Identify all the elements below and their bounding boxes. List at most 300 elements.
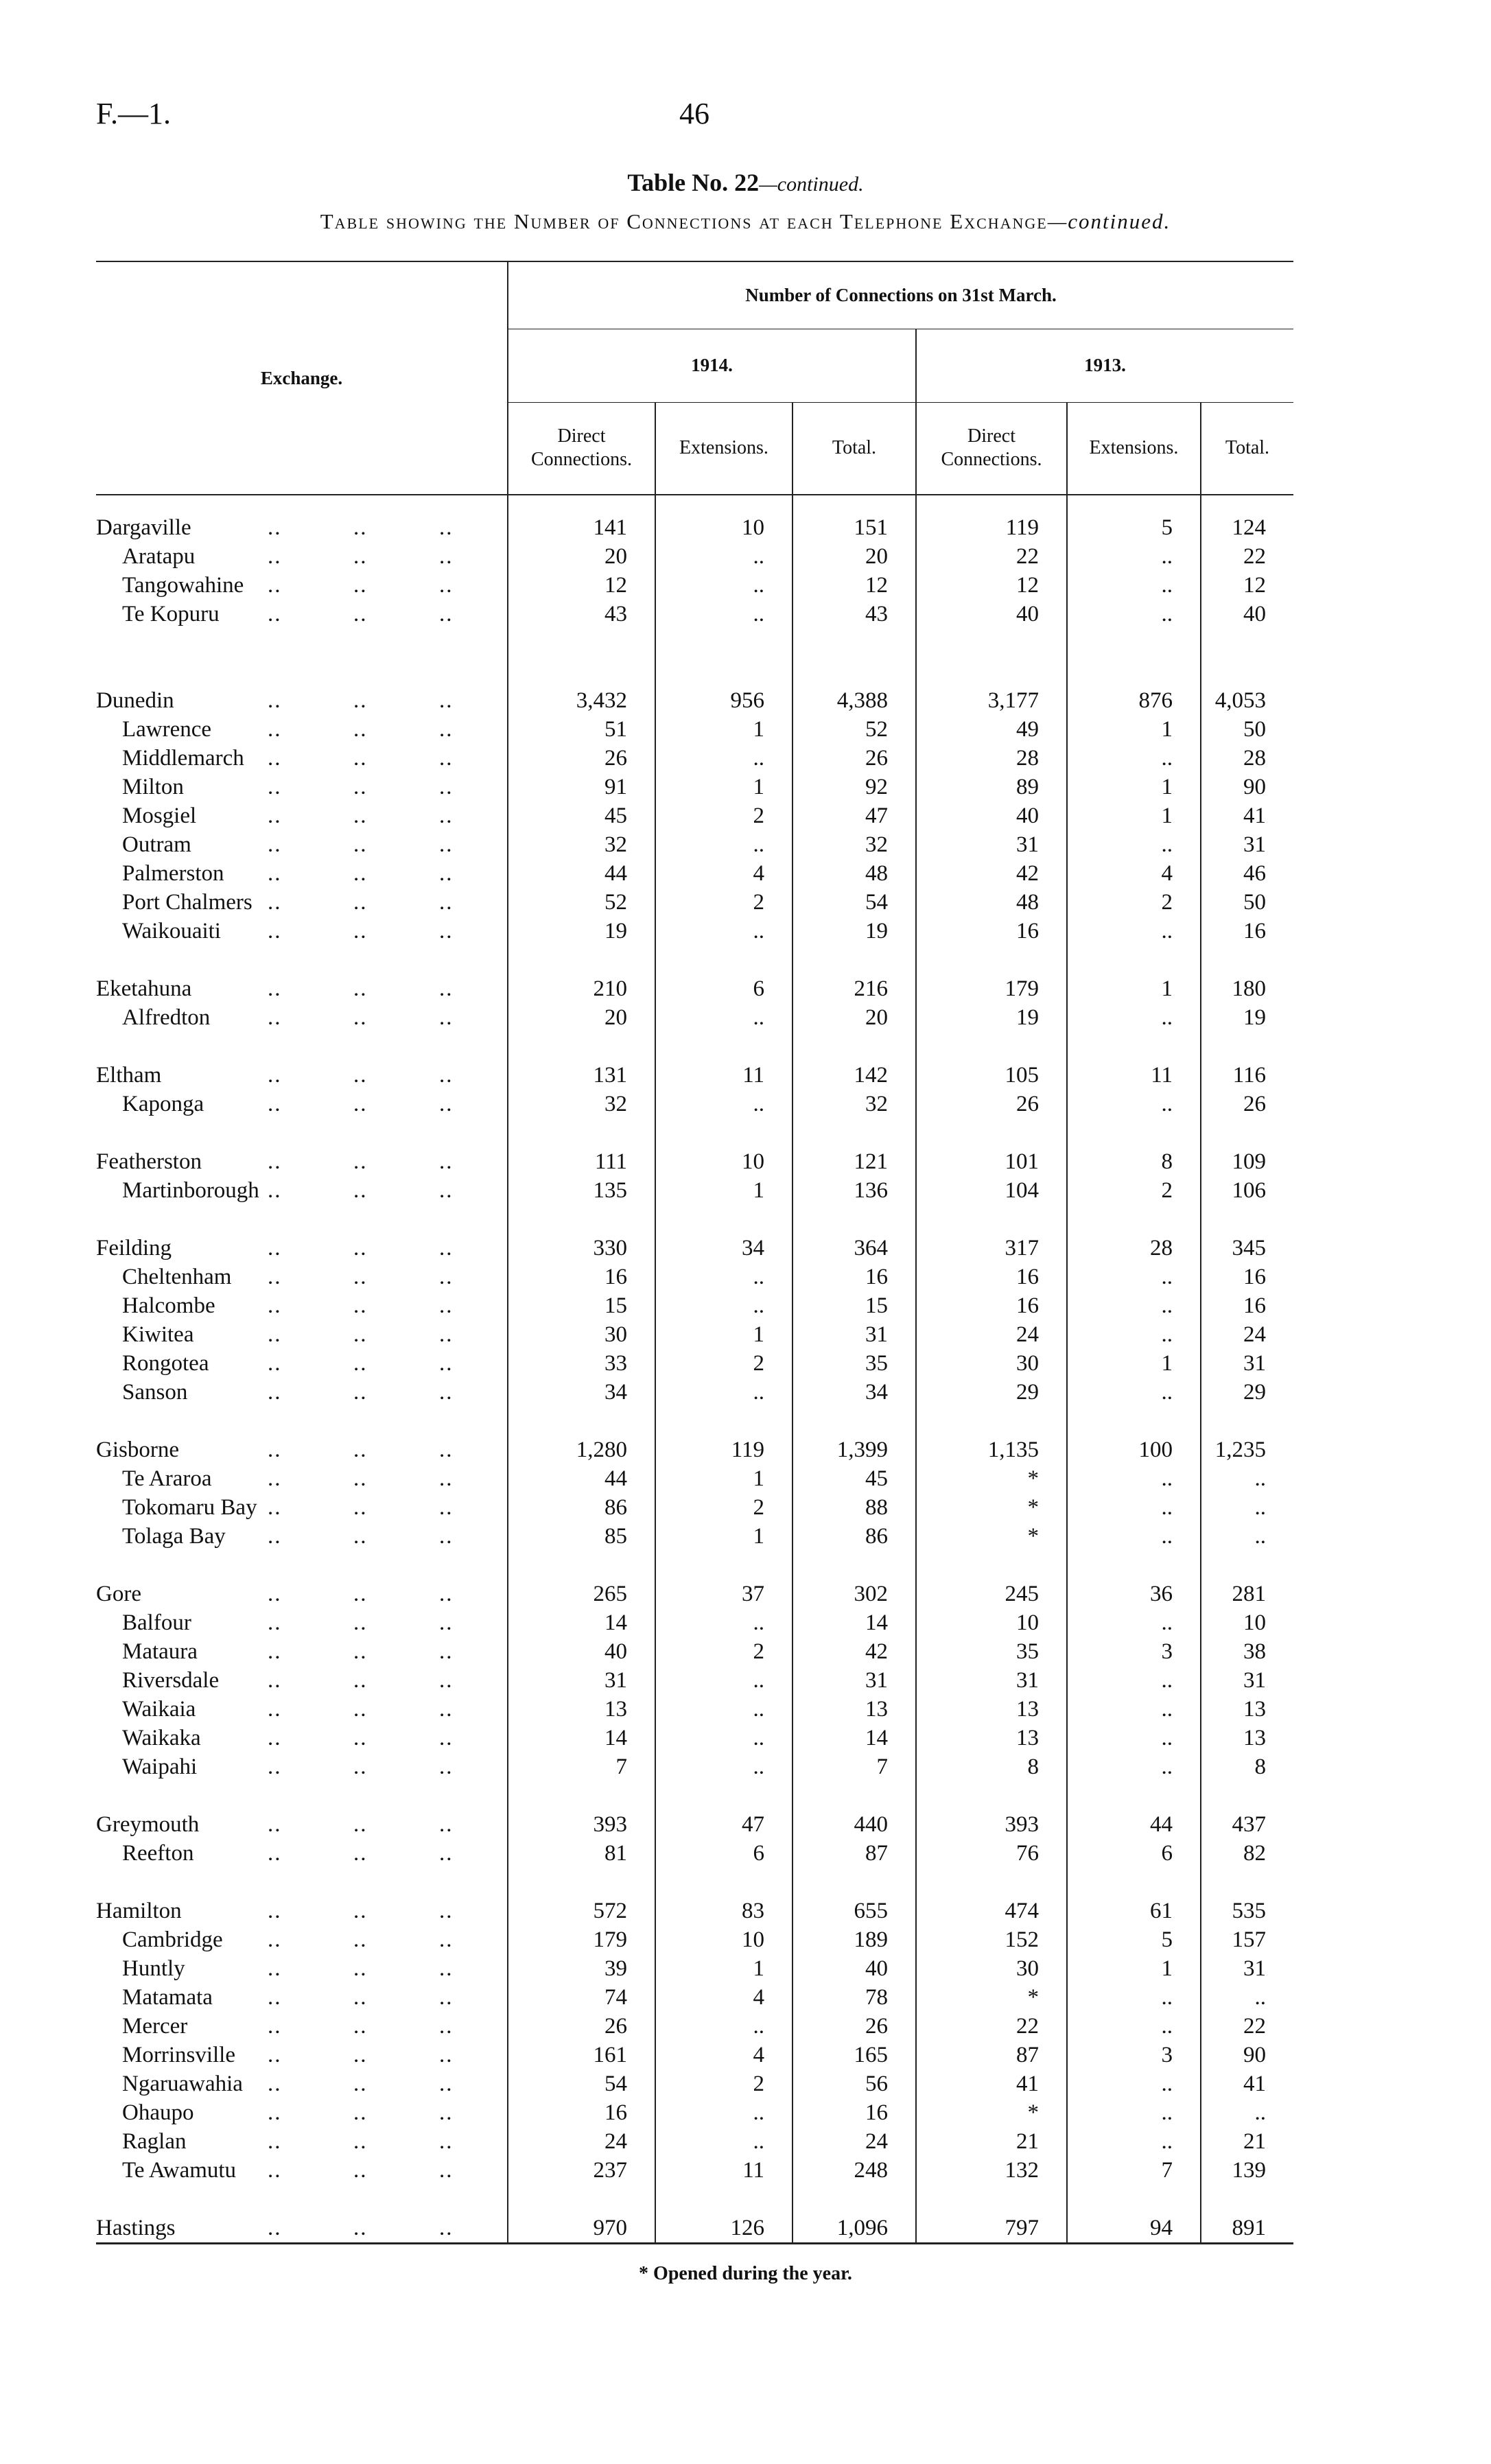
total-1913-cell: 31 bbox=[1201, 830, 1293, 859]
spacer-row bbox=[96, 2185, 1293, 2214]
leader-dots: .. bbox=[268, 1351, 282, 1376]
exchange-name-cell bbox=[96, 1493, 508, 1522]
exchange-name: Outram bbox=[122, 832, 191, 857]
direct-1914-cell: 13 bbox=[508, 1695, 655, 1724]
exchange-name-cell bbox=[96, 1234, 508, 1263]
spacer-cell bbox=[916, 1868, 1067, 1897]
total-1913-cell: 13 bbox=[1201, 1724, 1293, 1752]
extensions-1914-cell: 4 bbox=[655, 859, 793, 888]
direct-1913-cell: 16 bbox=[916, 1263, 1067, 1291]
exchange-name-cell bbox=[96, 917, 508, 946]
leader-dots: .. bbox=[268, 1380, 282, 1405]
leader-dots: .. bbox=[439, 1178, 454, 1203]
extensions-1913-cell: 4 bbox=[1067, 859, 1201, 888]
exchange-name: Port Chalmers bbox=[122, 890, 253, 915]
exchange-name: Martinborough bbox=[122, 1178, 259, 1203]
exchange-name: Ngaruawahia bbox=[122, 2072, 243, 2096]
spacer-cell bbox=[655, 1781, 793, 1810]
exchange-name-cell bbox=[96, 715, 508, 744]
total-1914-cell: 15 bbox=[793, 1291, 916, 1320]
exchange-name: Raglan bbox=[122, 2129, 187, 2154]
extensions-1914-cell: 6 bbox=[655, 974, 793, 1003]
leader-dots: .. bbox=[268, 2216, 282, 2240]
extensions-1914-cell: .. bbox=[655, 2012, 793, 2041]
spacer-cell bbox=[793, 1205, 916, 1234]
total-1913-cell: 345 bbox=[1201, 1234, 1293, 1263]
total-1913-cell: 124 bbox=[1201, 513, 1293, 542]
exchange-name: Ohaupo bbox=[122, 2100, 194, 2125]
spacer-cell bbox=[1067, 1205, 1201, 1234]
total-1913-header: Total. bbox=[1201, 402, 1293, 495]
direct-1914-cell: 1,280 bbox=[508, 1435, 655, 1464]
leader-dots: .. bbox=[268, 803, 282, 828]
extensions-1913-header: Extensions. bbox=[1067, 402, 1201, 495]
exchange-name-cell bbox=[96, 974, 508, 1003]
exchange-name-cell bbox=[96, 1061, 508, 1090]
exchange-name-cell bbox=[96, 2069, 508, 2098]
sub-exchange-row bbox=[96, 801, 1293, 830]
exchange-name: Middlemarch bbox=[122, 746, 244, 771]
spacer-cell bbox=[508, 495, 655, 513]
table-subtitle-main: Table showing the Number of Connections at each Telephone Exchange bbox=[320, 209, 1048, 233]
sub-exchange-row bbox=[96, 1724, 1293, 1752]
leader-dots: .. bbox=[353, 1380, 368, 1405]
spacer-cell bbox=[1201, 629, 1293, 657]
exchange-name: Feilding bbox=[96, 1236, 172, 1260]
spacer-cell bbox=[655, 1118, 793, 1147]
extensions-1914-cell: .. bbox=[655, 571, 793, 600]
direct-1913-cell: 35 bbox=[916, 1637, 1067, 1666]
leader-dots: .. bbox=[439, 1899, 454, 1923]
direct-1913-cell: 152 bbox=[916, 1925, 1067, 1954]
sub-exchange-row bbox=[96, 1695, 1293, 1724]
connections-group-header: Number of Connections on 31st March. bbox=[508, 261, 1293, 329]
leader-dots: .. bbox=[439, 890, 454, 915]
total-1913-cell: 535 bbox=[1201, 1897, 1293, 1925]
total-1913-cell: 90 bbox=[1201, 773, 1293, 801]
direct-1913-cell: 104 bbox=[916, 1176, 1067, 1205]
total-1913-cell: 180 bbox=[1201, 974, 1293, 1003]
direct-1914-cell: 74 bbox=[508, 1983, 655, 2012]
total-1914-cell: 121 bbox=[793, 1147, 916, 1176]
spacer-cell bbox=[508, 946, 655, 974]
leader-dots: .. bbox=[268, 1639, 282, 1664]
direct-1914-cell: 39 bbox=[508, 1954, 655, 1983]
extensions-1913-cell: 28 bbox=[1067, 1234, 1201, 1263]
direct-1913-cell: 393 bbox=[916, 1810, 1067, 1839]
extensions-1914-cell: .. bbox=[655, 1695, 793, 1724]
exchange-name: Mercer bbox=[122, 2014, 188, 2039]
exchange-name-cell bbox=[96, 1724, 508, 1752]
spacer-cell bbox=[655, 1032, 793, 1061]
spacer-cell bbox=[1067, 629, 1201, 657]
spacer-cell bbox=[96, 1205, 508, 1234]
spacer-cell bbox=[793, 1868, 916, 1897]
sub-exchange-row bbox=[96, 1493, 1293, 1522]
sub-exchange-row bbox=[96, 859, 1293, 888]
direct-1913-cell: 49 bbox=[916, 715, 1067, 744]
sub-exchange-row bbox=[96, 1464, 1293, 1493]
direct-1914-cell: 31 bbox=[508, 1666, 655, 1695]
direct-1914-cell: 16 bbox=[508, 2098, 655, 2127]
leader-dots: .. bbox=[268, 1610, 282, 1635]
direct-1914-cell: 3,432 bbox=[508, 686, 655, 715]
direct-1913-cell: 16 bbox=[916, 917, 1067, 946]
leader-dots: .. bbox=[353, 1582, 368, 1606]
exchange-name-cell bbox=[96, 1320, 508, 1349]
extensions-1913-cell: 94 bbox=[1067, 2214, 1201, 2244]
leader-dots: .. bbox=[353, 775, 368, 799]
extensions-1913-cell: 1 bbox=[1067, 974, 1201, 1003]
exchange-name-cell bbox=[96, 1522, 508, 1551]
sub-exchange-row bbox=[96, 542, 1293, 571]
direct-1914-cell: 7 bbox=[508, 1752, 655, 1781]
direct-1913-cell: 76 bbox=[916, 1839, 1067, 1868]
leader-dots: .. bbox=[353, 1178, 368, 1203]
total-1913-cell: 24 bbox=[1201, 1320, 1293, 1349]
total-1914-cell: 87 bbox=[793, 1839, 916, 1868]
extensions-1913-cell: .. bbox=[1067, 1724, 1201, 1752]
direct-1914-cell: 135 bbox=[508, 1176, 655, 1205]
extensions-1913-cell: .. bbox=[1067, 917, 1201, 946]
leader-dots: .. bbox=[353, 2158, 368, 2183]
leader-dots: .. bbox=[268, 2158, 282, 2183]
exchange-name: Dunedin bbox=[96, 688, 174, 713]
exchange-row bbox=[96, 974, 1293, 1003]
exchange-name: Tangowahine bbox=[122, 573, 244, 598]
extensions-1914-cell: 1 bbox=[655, 1176, 793, 1205]
spacer-cell bbox=[1067, 1551, 1201, 1580]
leader-dots: .. bbox=[439, 1985, 454, 2010]
leader-dots: .. bbox=[353, 1755, 368, 1779]
extensions-1914-cell: .. bbox=[655, 1003, 793, 1032]
leader-dots: .. bbox=[268, 1697, 282, 1722]
total-1914-cell: 78 bbox=[793, 1983, 916, 2012]
total-1914-cell: 248 bbox=[793, 2156, 916, 2185]
extensions-1913-cell: 6 bbox=[1067, 1839, 1201, 1868]
total-1914-cell: 4,388 bbox=[793, 686, 916, 715]
spacer-cell bbox=[793, 1032, 916, 1061]
direct-1913-cell: 179 bbox=[916, 974, 1067, 1003]
extensions-1914-cell: 11 bbox=[655, 2156, 793, 2185]
total-1913-cell: 26 bbox=[1201, 1090, 1293, 1118]
exchange-name-cell bbox=[96, 1608, 508, 1637]
extensions-1914-cell: .. bbox=[655, 1291, 793, 1320]
direct-1914-cell: 24 bbox=[508, 2127, 655, 2156]
leader-dots: .. bbox=[439, 1322, 454, 1347]
exchange-name-cell bbox=[96, 2098, 508, 2127]
total-1914-cell: 16 bbox=[793, 2098, 916, 2127]
leader-dots: .. bbox=[353, 2043, 368, 2067]
exchange-name: Eltham bbox=[96, 1063, 162, 1088]
spacer-cell bbox=[916, 495, 1067, 513]
leader-dots: .. bbox=[439, 1927, 454, 1952]
sub-exchange-row bbox=[96, 1522, 1293, 1551]
total-1914-cell: 35 bbox=[793, 1349, 916, 1378]
spacer-cell bbox=[96, 1551, 508, 1580]
spacer-cell bbox=[1201, 1407, 1293, 1435]
spacer-cell bbox=[916, 657, 1067, 686]
direct-1913-cell: 89 bbox=[916, 773, 1067, 801]
sub-exchange-row bbox=[96, 744, 1293, 773]
leader-dots: .. bbox=[268, 832, 282, 857]
year-1914-header: 1914. bbox=[508, 329, 916, 402]
leader-dots: .. bbox=[439, 1812, 454, 1837]
sub-exchange-row bbox=[96, 2012, 1293, 2041]
extensions-1913-cell: 2 bbox=[1067, 1176, 1201, 1205]
leader-dots: .. bbox=[353, 1927, 368, 1952]
leader-dots: .. bbox=[268, 1293, 282, 1318]
sub-exchange-row bbox=[96, 1608, 1293, 1637]
leader-dots: .. bbox=[268, 1236, 282, 1260]
exchange-name: Halcombe bbox=[122, 1293, 215, 1318]
exchange-row bbox=[96, 1147, 1293, 1176]
spacer-cell bbox=[1201, 1551, 1293, 1580]
extensions-1913-cell: .. bbox=[1067, 1320, 1201, 1349]
exchange-name-cell bbox=[96, 1983, 508, 2012]
extensions-1913-cell: .. bbox=[1067, 600, 1201, 629]
sub-exchange-row bbox=[96, 917, 1293, 946]
direct-1914-cell: 141 bbox=[508, 513, 655, 542]
exchange-name-cell bbox=[96, 1695, 508, 1724]
exchange-name-cell bbox=[96, 1666, 508, 1695]
leader-dots: .. bbox=[353, 544, 368, 569]
exchange-name: Rongotea bbox=[122, 1351, 209, 1376]
exchange-name-cell bbox=[96, 2012, 508, 2041]
spacer-cell bbox=[1067, 1868, 1201, 1897]
leader-dots: .. bbox=[268, 1726, 282, 1750]
direct-1914-cell: 32 bbox=[508, 830, 655, 859]
sub-exchange-row bbox=[96, 600, 1293, 629]
leader-dots: .. bbox=[439, 1149, 454, 1174]
exchange-name: Mosgiel bbox=[122, 803, 197, 828]
sub-exchange-row bbox=[96, 1666, 1293, 1695]
spacer-cell bbox=[793, 1118, 916, 1147]
exchange-name-cell bbox=[96, 773, 508, 801]
leader-dots: .. bbox=[268, 890, 282, 915]
leader-dots: .. bbox=[353, 1005, 368, 1030]
total-1914-header: Total. bbox=[793, 402, 916, 495]
leader-dots: .. bbox=[439, 1380, 454, 1405]
spacer-row bbox=[96, 1205, 1293, 1234]
extensions-1913-cell: 5 bbox=[1067, 513, 1201, 542]
leader-dots: .. bbox=[268, 1063, 282, 1088]
direct-1914-cell: 265 bbox=[508, 1580, 655, 1608]
spacer-cell bbox=[916, 2185, 1067, 2214]
extensions-1914-cell: 956 bbox=[655, 686, 793, 715]
leader-dots: .. bbox=[353, 1726, 368, 1750]
spacer-cell bbox=[1201, 495, 1293, 513]
exchange-name: Alfredton bbox=[122, 1005, 211, 1030]
leader-dots: .. bbox=[439, 1351, 454, 1376]
extensions-1913-cell: .. bbox=[1067, 1695, 1201, 1724]
exchange-name-cell bbox=[96, 571, 508, 600]
spacer-cell bbox=[916, 1032, 1067, 1061]
table-subtitle bbox=[0, 209, 1491, 234]
spacer-cell bbox=[1067, 657, 1201, 686]
leader-dots: .. bbox=[439, 2014, 454, 2039]
leader-dots: .. bbox=[353, 976, 368, 1001]
direct-1913-cell: 19 bbox=[916, 1003, 1067, 1032]
spacer-cell bbox=[96, 1032, 508, 1061]
total-1914-cell: 151 bbox=[793, 513, 916, 542]
leader-dots: .. bbox=[439, 1841, 454, 1866]
leader-dots: .. bbox=[268, 1668, 282, 1693]
spacer-cell bbox=[916, 946, 1067, 974]
exchange-name-cell bbox=[96, 1839, 508, 1868]
direct-1913-header: Direct Connections. bbox=[916, 402, 1067, 495]
total-1914-cell: 136 bbox=[793, 1176, 916, 1205]
leader-dots: .. bbox=[268, 1092, 282, 1116]
direct-1913-cell: 87 bbox=[916, 2041, 1067, 2069]
spacer-row bbox=[96, 657, 1293, 686]
leader-dots: .. bbox=[353, 832, 368, 857]
spacer-cell bbox=[793, 1407, 916, 1435]
direct-1914-cell: 330 bbox=[508, 1234, 655, 1263]
spacer-cell bbox=[793, 629, 916, 657]
extensions-1913-cell: 5 bbox=[1067, 1925, 1201, 1954]
leader-dots: .. bbox=[268, 1149, 282, 1174]
sub-exchange-row bbox=[96, 888, 1293, 917]
leader-dots: .. bbox=[439, 1956, 454, 1981]
total-1913-cell: 41 bbox=[1201, 2069, 1293, 2098]
leader-dots: .. bbox=[439, 1236, 454, 1260]
direct-1913-cell: 24 bbox=[916, 1320, 1067, 1349]
direct-1914-cell: 16 bbox=[508, 1263, 655, 1291]
direct-1913-cell: * bbox=[916, 1983, 1067, 2012]
total-1914-cell: 216 bbox=[793, 974, 916, 1003]
extensions-1913-cell: 2 bbox=[1067, 888, 1201, 917]
spacer-cell bbox=[1067, 1118, 1201, 1147]
direct-1914-cell: 44 bbox=[508, 1464, 655, 1493]
leader-dots: .. bbox=[353, 2072, 368, 2096]
total-1914-cell: 26 bbox=[793, 2012, 916, 2041]
exchange-name: Eketahuna bbox=[96, 976, 192, 1001]
leader-dots: .. bbox=[353, 1092, 368, 1116]
total-1913-cell: 4,053 bbox=[1201, 686, 1293, 715]
sub-exchange-row bbox=[96, 2069, 1293, 2098]
spacer-cell bbox=[793, 1781, 916, 1810]
direct-1913-cell: 119 bbox=[916, 513, 1067, 542]
leader-dots: .. bbox=[439, 2100, 454, 2125]
leader-dots: .. bbox=[353, 746, 368, 771]
exchange-row bbox=[96, 513, 1293, 542]
extensions-1914-cell: 1 bbox=[655, 1522, 793, 1551]
exchange-name: Milton bbox=[122, 775, 184, 799]
leader-dots: .. bbox=[268, 1466, 282, 1491]
leader-dots: .. bbox=[353, 803, 368, 828]
extensions-1914-cell: 10 bbox=[655, 1925, 793, 1954]
extensions-1913-cell: .. bbox=[1067, 1522, 1201, 1551]
leader-dots: .. bbox=[439, 1582, 454, 1606]
sub-exchange-row bbox=[96, 773, 1293, 801]
sub-exchange-row bbox=[96, 1637, 1293, 1666]
extensions-1914-cell: 1 bbox=[655, 1954, 793, 1983]
leader-dots: .. bbox=[439, 717, 454, 742]
leader-dots: .. bbox=[353, 2129, 368, 2154]
exchange-name: Huntly bbox=[122, 1956, 185, 1981]
exchange-name-cell bbox=[96, 2156, 508, 2185]
extensions-1914-cell: .. bbox=[655, 1752, 793, 1781]
direct-1914-cell: 40 bbox=[508, 1637, 655, 1666]
direct-1914-cell: 572 bbox=[508, 1897, 655, 1925]
direct-1913-cell: 22 bbox=[916, 2012, 1067, 2041]
spacer-row bbox=[96, 1551, 1293, 1580]
exchange-name-cell bbox=[96, 2214, 508, 2244]
total-1913-cell: 891 bbox=[1201, 2214, 1293, 2244]
leader-dots: .. bbox=[353, 1697, 368, 1722]
direct-1913-cell: 13 bbox=[916, 1724, 1067, 1752]
leader-dots: .. bbox=[439, 1639, 454, 1664]
sub-exchange-row bbox=[96, 1090, 1293, 1118]
exchange-name: Cheltenham bbox=[122, 1265, 232, 1289]
direct-1913-cell: 10 bbox=[916, 1608, 1067, 1637]
sub-exchange-row bbox=[96, 1263, 1293, 1291]
extensions-1914-cell: 2 bbox=[655, 888, 793, 917]
table-title-suffix: —continued. bbox=[759, 173, 864, 196]
extensions-1913-cell: .. bbox=[1067, 1983, 1201, 2012]
spacer-row bbox=[96, 1118, 1293, 1147]
leader-dots: .. bbox=[439, 2043, 454, 2067]
exchange-name: Hamilton bbox=[96, 1899, 182, 1923]
connections-table bbox=[96, 261, 1293, 2244]
extensions-1913-cell: .. bbox=[1067, 1493, 1201, 1522]
extensions-1914-cell: 1 bbox=[655, 1464, 793, 1493]
spacer-cell bbox=[1067, 1407, 1201, 1435]
leader-dots: .. bbox=[353, 1495, 368, 1520]
leader-dots: .. bbox=[439, 746, 454, 771]
exchange-name: Gisborne bbox=[96, 1438, 179, 1462]
exchange-name: Waikaia bbox=[122, 1697, 196, 1722]
spacer-cell bbox=[655, 1407, 793, 1435]
exchange-name-cell bbox=[96, 542, 508, 571]
exchange-name: Morrinsville bbox=[122, 2043, 235, 2067]
extensions-1913-cell: 1 bbox=[1067, 715, 1201, 744]
direct-1913-cell: 30 bbox=[916, 1349, 1067, 1378]
leader-dots: .. bbox=[268, 919, 282, 943]
extensions-1914-cell: .. bbox=[655, 917, 793, 946]
leader-dots: .. bbox=[353, 1524, 368, 1549]
spacer-cell bbox=[508, 2185, 655, 2214]
spacer-cell bbox=[793, 657, 916, 686]
total-1913-cell: 281 bbox=[1201, 1580, 1293, 1608]
direct-1913-cell: 101 bbox=[916, 1147, 1067, 1176]
direct-1914-cell: 161 bbox=[508, 2041, 655, 2069]
spacer-cell bbox=[655, 1205, 793, 1234]
spacer-cell bbox=[96, 1407, 508, 1435]
total-1913-cell: 157 bbox=[1201, 1925, 1293, 1954]
spacer-cell bbox=[1067, 2185, 1201, 2214]
extensions-1913-cell: 36 bbox=[1067, 1580, 1201, 1608]
direct-1913-cell: * bbox=[916, 1464, 1067, 1493]
exchange-name: Tokomaru Bay bbox=[122, 1495, 257, 1520]
sub-exchange-row bbox=[96, 1320, 1293, 1349]
extensions-1914-cell: 37 bbox=[655, 1580, 793, 1608]
direct-1913-cell: 28 bbox=[916, 744, 1067, 773]
sub-exchange-row bbox=[96, 1925, 1293, 1954]
direct-1913-cell: 29 bbox=[916, 1378, 1067, 1407]
leader-dots: .. bbox=[353, 515, 368, 540]
extensions-1913-cell: .. bbox=[1067, 830, 1201, 859]
leader-dots: .. bbox=[353, 1812, 368, 1837]
total-1913-cell: 437 bbox=[1201, 1810, 1293, 1839]
exchange-name: Dargaville bbox=[96, 515, 191, 540]
direct-1913-cell: * bbox=[916, 1493, 1067, 1522]
leader-dots: .. bbox=[353, 1639, 368, 1664]
total-1914-cell: 302 bbox=[793, 1580, 916, 1608]
leader-dots: .. bbox=[353, 1610, 368, 1635]
exchange-name-cell bbox=[96, 744, 508, 773]
